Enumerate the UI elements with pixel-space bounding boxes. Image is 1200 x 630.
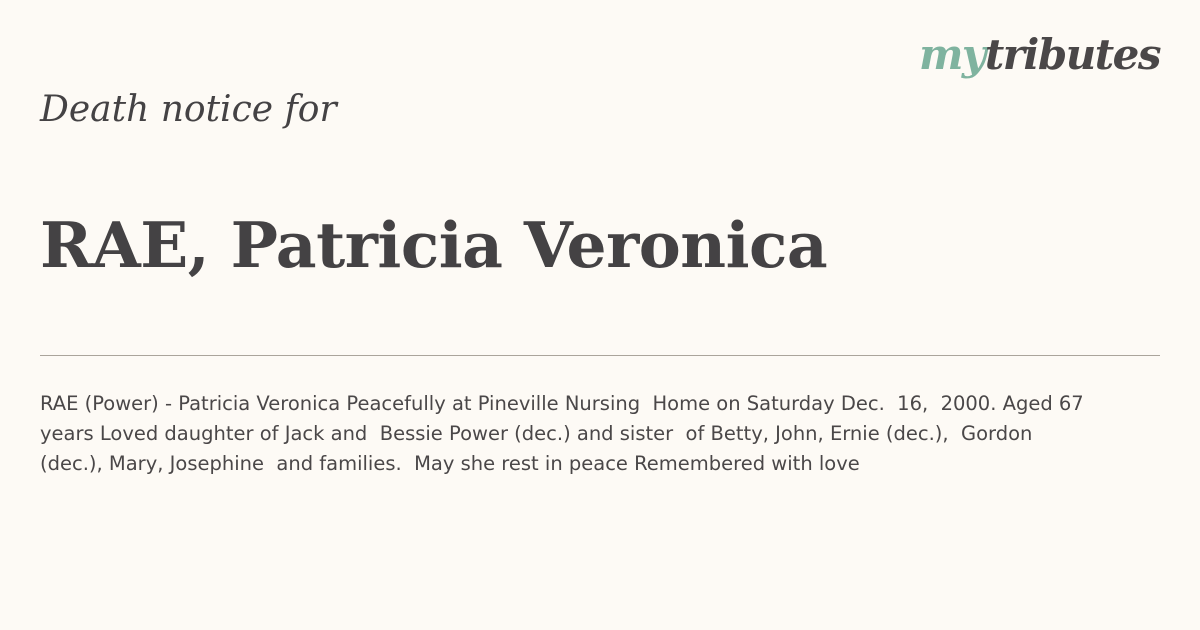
deceased-name-heading: RAE, Patricia Veronica: [40, 208, 828, 282]
notice-subtitle: Death notice for: [40, 89, 337, 130]
logo-my-text: my: [918, 30, 985, 79]
logo-tributes-text: tributes: [984, 30, 1160, 79]
mytributes-logo[interactable]: [918, 30, 1160, 79]
section-divider: [40, 355, 1160, 356]
notice-body-text: RAE (Power) - Patricia Veronica Peacefully at Pineville Nursing Home on Saturday Dec. 16, 2000. Aged 67 years Loved daughter of Jack and Bessie Power (dec.) and sister of Betty, John, Ernie (dec.), Gordon (dec.), Mary, Josephine and families. May she rest in peace Remembered with love: [40, 392, 1090, 475]
